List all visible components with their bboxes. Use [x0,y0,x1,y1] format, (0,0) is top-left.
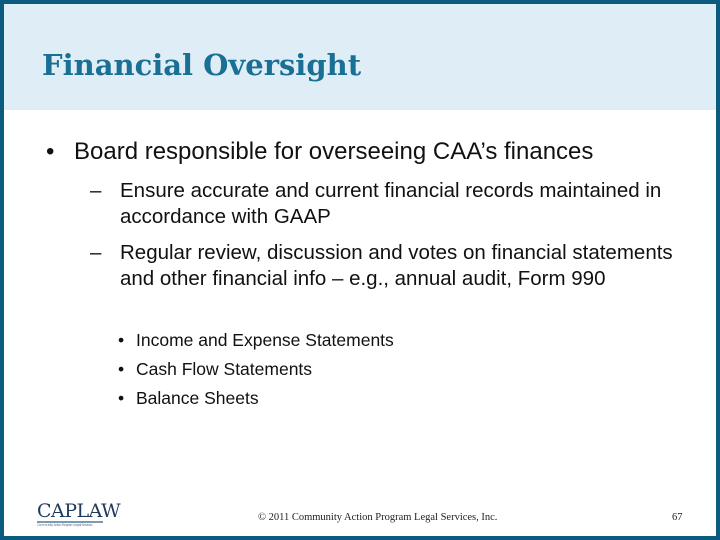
bullet-text: Board responsible for overseeing CAA’s finances [74,138,594,165]
bullet-text: Regular review, discussion and votes on financial statements and other financial info – e.g., annual audit, Form 990 [120,241,673,290]
logo-text: CAPLAW [37,500,121,522]
bullet-level2 [90,240,690,292]
bullet-text: Income and Expense Statements [136,330,394,350]
bullet-level2 [90,178,690,230]
bullet-level3 [118,387,618,409]
bullet-text: Balance Sheets [136,388,259,408]
bullet-marker: • [46,138,55,165]
logo-tagline: Community Action Program Legal Services [37,523,93,527]
bullet-marker: • [118,388,125,408]
bullet-marker: • [118,359,125,379]
slide-title: Financial Oversight [42,48,362,82]
slide-body [4,4,716,536]
dash-marker: – [90,241,102,264]
caplaw-logo [37,502,120,528]
bullet-marker: • [118,330,125,350]
bullet-text: Cash Flow Statements [136,359,313,379]
bullet-level1 [46,137,696,167]
page-number: 67 [672,512,683,523]
bullet-level3 [118,358,618,380]
bullet-level3 [118,329,618,351]
copyright-notice: © 2011 Community Action Program Legal Services, Inc. [258,512,498,523]
dash-marker: – [90,179,102,202]
bullet-text: Ensure accurate and current financial records maintained in accordance with GAAP [120,179,662,228]
